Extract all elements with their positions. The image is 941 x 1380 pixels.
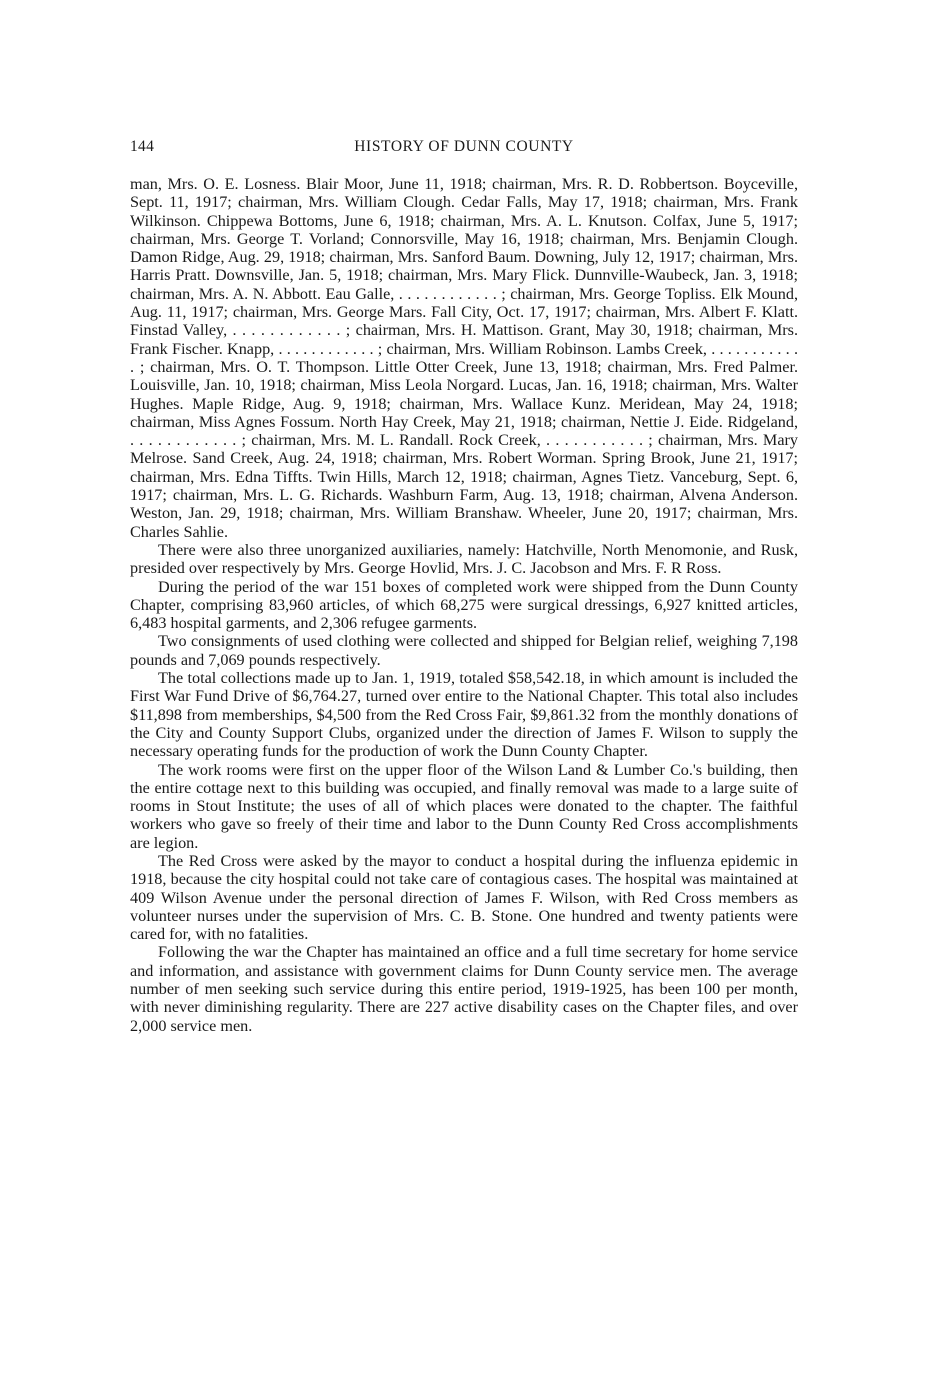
paragraph-auxiliary-list: man, Mrs. O. E. Losness. Blair Moor, June 11, 1918; chairman, Mrs. R. D. Robbertson. Boyceville, Sept. 11, 1917; chairman, Mrs. William Clough. Cedar Falls, May 17, 1918; chairman, Mrs. Frank Wilkinson. Chippewa Bottoms, June 6, 1918; chairman, Mrs. A. L. Knutson. Colfax, June 5, 1917; chairman, Mrs. George T. Vorland; Connorsville, May 16, 1918; chairman, Mrs. Benjamin Clough. Damon Ridge, Aug. 29, 1918; chairman, Mrs. Sanford Baum. Downing, July 12, 1917; chairman, Mrs. Harris Pratt. Downsville, Jan. 5, 1918; chairman, Mrs. Mary Flick. Dunnville-Waubeck, Jan. 3, 1918; chairman, Mrs. A. N. Abbott. Eau Galle, . . . . . . . . . . . . ; chairman, Mrs. George Topliss. Elk Mound, Aug. 11, 1917; chairman, Mrs. George Mars. Fall City, Oct. 17, 1917; chairman, Mrs. Albert F. Klatt. Finstad Valley, . . . . . . . . . . . . ; chairman, Mrs. H. Mattison. Grant, May 30, 1918; chairman, Mrs. Frank Fischer. Knapp, . . . . . . . . . . . . ; chairman, Mrs. William Robinson. Lambs Creek, . . . . . . . . . . . . ; chairman, Mrs. O. T. Thompson. Little Otter Creek, June 13, 1918; chairman, Mrs. Fred Palmer. Louisville, Jan. 10, 1918; chairman, Miss Leola Norgard. Lucas, Jan. 16, 1918; chairman, Mrs. Walter Hughes. Maple Ridge, Aug. 9, 1918; chairman, Mrs. Wallace Kunz. Meridean, May 24, 1918; chairman, Miss Agnes Fossum. North Hay Creek, May 21, 1918; chairman, Nettie J. Eide. Ridgeland, . . . . . . . . . . . . ; chairman, Mrs. M. L. Randall. Rock Creek, . . . . . . . . . . . ; chairman, Mrs. Mary Melrose. Sand Creek, Aug. 24, 1918; chairman, Mrs. Robert Worman. Spring Brook, June 21, 1917; chairman, Mrs. Edna Tiffts. Twin Hills, March 12, 1918; chairman, Agnes Tietz. Vanceburg, Sept. 6, 1917; chairman, Mrs. L. G. Richards. Washburn Farm, Aug. 13, 1918; chairman, Alvena Anderson. Weston, Jan. 29, 1918; chairman, Mrs. William Branshaw. Wheeler, June 20, 1917; chairman, Mrs. Charles Sahlie. <box>130 175 798 541</box>
running-head: HISTORY OF DUNN COUNTY <box>354 138 574 155</box>
page-header <box>130 138 798 162</box>
paragraph-belgian-relief: Two consignments of used clothing were collected and shipped for Belgian relief, weighing 7,198 pounds and 7,069 pounds respectively. <box>130 632 798 669</box>
paragraph-boxes-shipped: During the period of the war 151 boxes of completed work were shipped from the Dunn County Chapter, comprising 83,960 articles, of which 68,275 were surgical dressings, 6,927 knitted articles, 6,483 hospital garments, and 2,306 refugee garments. <box>130 577 798 633</box>
paragraph-work-rooms: The work rooms were first on the upper floor of the Wilson Land & Lumber Co.'s building, then the entire cottage next to this building was occupied, and finally removal was made to a large suite of rooms in Stout Institute; the uses of all of which places were donated to the chapter. The faithful workers who gave so freely of their time and labor to the Dunn County Red Cross accomplishments are legion. <box>130 760 798 852</box>
page-number: 144 <box>130 138 155 155</box>
body-text <box>130 175 798 1035</box>
paragraph-influenza-hospital: The Red Cross were asked by the mayor to conduct a hospital during the influenza epidemic in 1918, because the city hospital could not take care of contagious cases. The hospital was maintained at 409 Wilson Avenue under the personal direction of James F. Wilson, with Red Cross members as volunteer nurses under the supervision of Mrs. C. B. Stone. One hundred and twenty patients were cared for, with no fatalities. <box>130 851 798 944</box>
paragraph-total-collections: The total collections made up to Jan. 1, 1919, totaled $58,542.18, in which amount is included the First War Fund Drive of $6,764.27, turned over entire to the National Chapter. This total also includes $11,898 from memberships, $4,500 from the Red Cross Fair, $9,861.32 from the monthly donations of the City and County Support Clubs, organized under the direction of James F. Wilson to supply the necessary operating funds for the production of work the Dunn County Chapter. <box>130 669 798 761</box>
paragraph-unorganized-auxiliaries: There were also three unorganized auxiliaries, namely: Hatchville, North Menomonie, and Rusk, presided over respectively by Mrs. George Hovlid, Mrs. J. C. Jacobson and Mrs. F. R Ross. <box>130 540 798 578</box>
paragraph-post-war-service: Following the war the Chapter has maintained an office and a full time secretary for home service and information, and assistance with government claims for Dunn County service men. The average number of men seeking such service during this entire period, 1919-1925, has been 100 per month, with never diminishing regularity. There are 227 active disability cases on the Chapter files, and over 2,000 service men. <box>130 943 798 1035</box>
